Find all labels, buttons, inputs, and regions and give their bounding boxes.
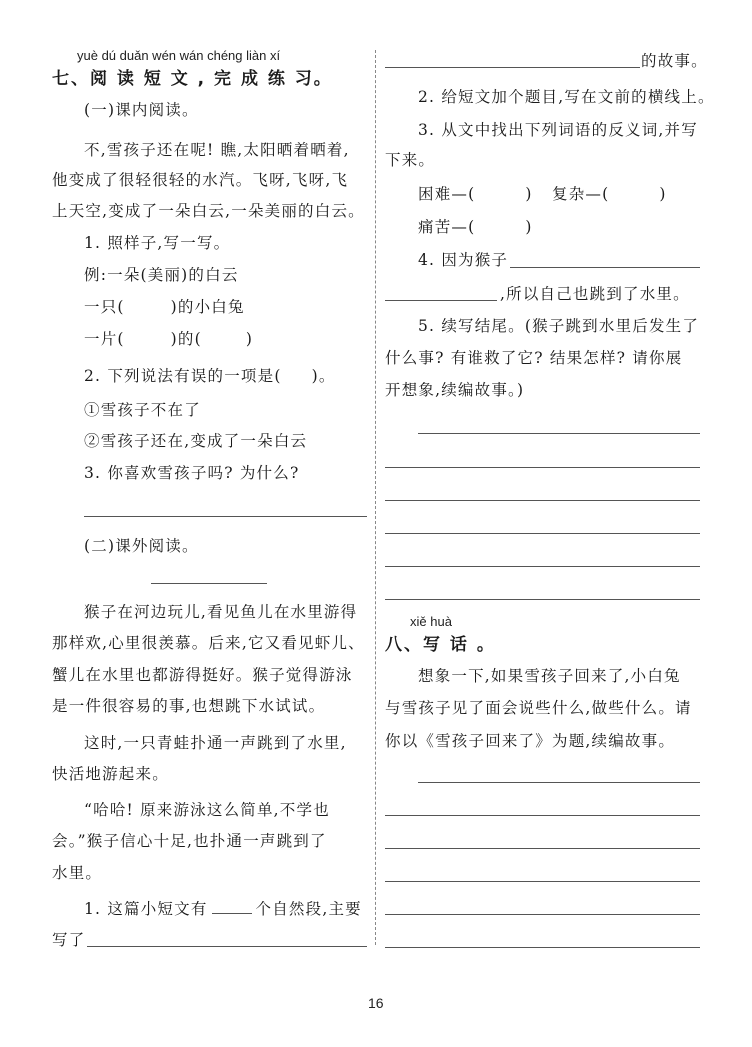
- antonym-word-3: 痛苦—(: [418, 218, 476, 236]
- section7-pinyin: yuè dú duǎn wén wán chéng liàn xí: [77, 48, 281, 63]
- part2-passage-line: 猴子在河边玩儿,看见鱼儿在水里游得: [84, 603, 358, 621]
- antonym-word-2: 复杂—(: [552, 185, 610, 203]
- writing-line[interactable]: [418, 782, 700, 783]
- part2-passage-line: 蟹儿在水里也都游得挺好。猴子觉得游泳: [52, 666, 353, 684]
- part2-passage-line: 水里。: [52, 864, 103, 882]
- writing-line[interactable]: [385, 881, 700, 882]
- part1-q1-item2: [84, 329, 253, 349]
- q4-answer-line-1[interactable]: [510, 267, 700, 268]
- antonym-pair-2: [552, 184, 667, 204]
- section8-title: 八、写 话 。: [385, 635, 496, 655]
- part2-q1: [84, 899, 362, 919]
- section8-prompt-line: 想象一下,如果雪孩子回来了,小白兔: [418, 667, 681, 685]
- q1-story-answer-line[interactable]: [87, 946, 367, 947]
- q1-story-answer-line-cont[interactable]: [385, 67, 640, 68]
- page-number: 16: [368, 995, 384, 1011]
- writing-line[interactable]: [385, 914, 700, 915]
- antonym-close-3: ): [525, 218, 533, 236]
- part2-passage-line: 会。”猴子信心十足,也扑通一声跳到了: [52, 832, 327, 850]
- q2-prompt: 2. 下列说法有误的一项是(: [84, 367, 282, 385]
- part2-passage-line: 是一件很容易的事,也想跳下水试试。: [52, 697, 326, 715]
- section8-prompt-line: 与雪孩子见了面会说些什么,做些什么。请: [385, 699, 692, 717]
- q5-writing-line[interactable]: [385, 533, 700, 534]
- part2-label: (二)课外阅读。: [84, 537, 199, 555]
- part2-q4-prefix: 4. 因为猴子: [418, 251, 509, 269]
- antonym-close-1: ): [525, 185, 533, 203]
- part2-passage-line: 快活地游起来。: [52, 765, 169, 783]
- q1-text-b: 个自然段,主要: [255, 900, 362, 918]
- part2-q2-prompt: 2. 给短文加个题目,写在文前的横线上。: [418, 88, 715, 106]
- part2-passage-line: 那样欢,心里很羡慕。后来,它又看见虾儿、: [52, 634, 365, 652]
- antonym-pair-1: [418, 184, 533, 204]
- part1-passage-line: 他变成了很轻很轻的水汽。飞呀,飞呀,飞: [52, 171, 349, 189]
- q5-writing-line[interactable]: [385, 599, 700, 600]
- part1-q3-prompt: 3. 你喜欢雪孩子吗? 为什么?: [84, 464, 300, 482]
- part2-q5-line: 什么事? 有谁救了它? 结果怎样? 请你展: [385, 349, 683, 367]
- q1-text-c: 写了: [52, 931, 86, 949]
- item2-prefix: 一片(: [84, 330, 125, 348]
- part2-q4-suffix: ,所以自己也跳到了水里。: [500, 285, 690, 303]
- part1-q1-prompt: 1. 照样子,写一写。: [84, 234, 231, 252]
- q5-writing-line[interactable]: [385, 500, 700, 501]
- q5-writing-line[interactable]: [385, 467, 700, 468]
- antonym-word-1: 困难—(: [418, 185, 476, 203]
- antonym-close-2: ): [659, 185, 667, 203]
- part1-q1-example: 例:一朵(美丽)的白云: [84, 266, 239, 284]
- title-answer-line[interactable]: [151, 583, 267, 584]
- part2-passage-line: “哈哈! 原来游泳这么简单,不学也: [84, 801, 330, 819]
- part1-passage-line: 上天空,变成了一朵白云,一朵美丽的白云。: [52, 202, 365, 220]
- writing-line[interactable]: [385, 848, 700, 849]
- part1-passage-line: 不,雪孩子还在呢! 瞧,太阳晒着晒着,: [84, 141, 350, 159]
- writing-line[interactable]: [385, 815, 700, 816]
- antonym-pair-3: [418, 217, 533, 237]
- part2-q3-prompt: 3. 从文中找出下列词语的反义词,并写: [418, 121, 698, 139]
- item2-mid: )的(: [170, 330, 202, 348]
- part2-passage-line: 这时,一只青蛙扑通一声跳到了水里,: [84, 734, 347, 752]
- q2-prompt-end: )。: [311, 367, 336, 385]
- part1-q2: [84, 366, 336, 386]
- column-divider: [375, 50, 376, 945]
- paragraph-count-blank[interactable]: [212, 899, 252, 914]
- q2-option-2: ②雪孩子还在,变成了一朵白云: [84, 432, 308, 450]
- q2-option-1: ①雪孩子不在了: [84, 401, 201, 419]
- q3-answer-line[interactable]: [84, 516, 367, 517]
- section8-prompt-line: 你以《雪孩子回来了》为题,续编故事。: [385, 732, 676, 750]
- part2-q5-line: 开想象,续编故事。): [385, 381, 525, 399]
- part2-q5-line: 5. 续写结尾。(猴子跳到水里后发生了: [418, 317, 700, 335]
- part1-q1-item1: [84, 297, 245, 317]
- item1-suffix: )的小白兔: [170, 298, 245, 316]
- q1-text-a: 1. 这篇小短文有: [84, 900, 208, 918]
- q1-text-d: 的故事。: [641, 52, 708, 70]
- q5-writing-line[interactable]: [385, 566, 700, 567]
- q4-answer-line-2[interactable]: [385, 300, 497, 301]
- part2-q3-prompt-cont: 下来。: [385, 151, 436, 169]
- item2-suffix: ): [245, 330, 254, 348]
- item1-prefix: 一只(: [84, 298, 125, 316]
- q5-writing-line[interactable]: [418, 433, 700, 434]
- section7-title: 七、阅 读 短 文 , 完 成 练 习。: [52, 69, 333, 89]
- section8-pinyin: xiě huà: [410, 614, 452, 629]
- writing-line[interactable]: [385, 947, 700, 948]
- part1-label: (一)课内阅读。: [84, 101, 199, 119]
